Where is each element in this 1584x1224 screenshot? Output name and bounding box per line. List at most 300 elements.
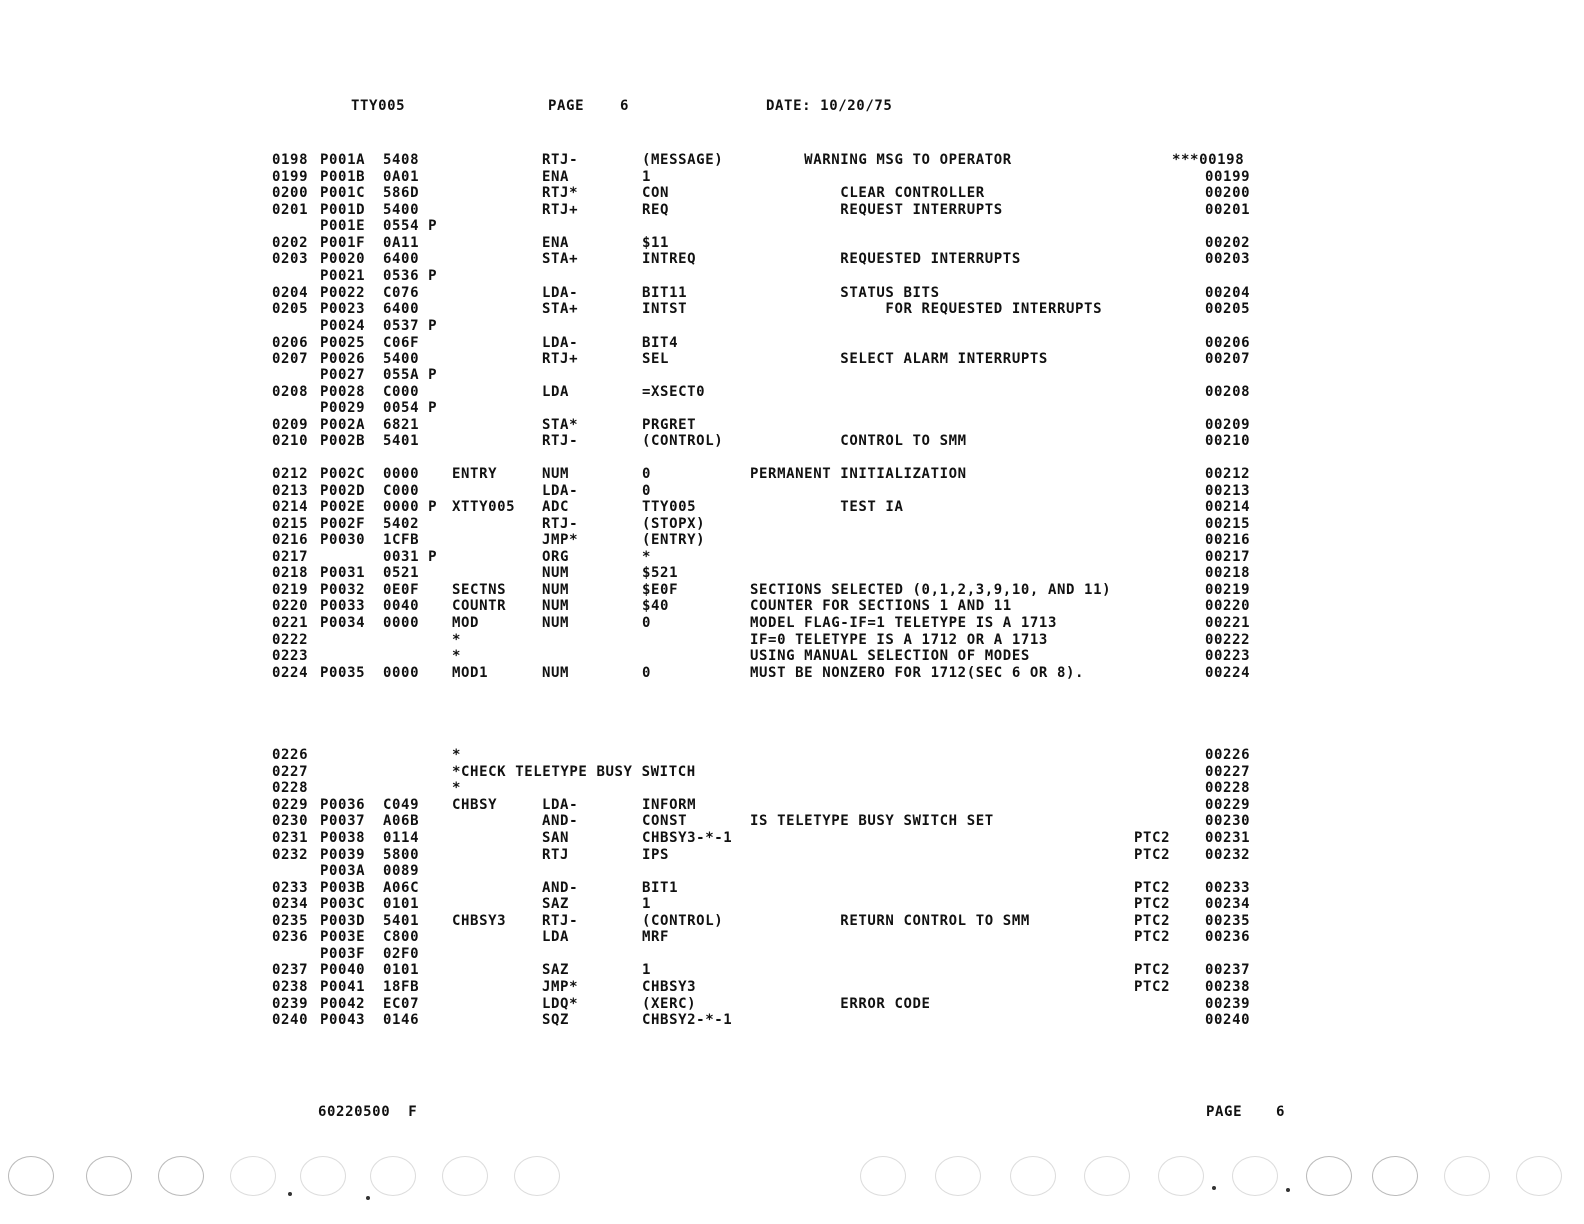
opcode: RTJ-: [542, 913, 579, 929]
comment: IF=0 TELETYPE IS A 1712 OR A 1713: [750, 632, 1048, 648]
sprocket-hole: [935, 1156, 981, 1196]
opcode: LDA-: [542, 483, 579, 499]
tag: PTC2: [1134, 913, 1171, 929]
opcode: NUM: [542, 582, 570, 598]
sequence-number: 00204: [1205, 285, 1251, 301]
location: P0043: [320, 1012, 366, 1028]
location: P002D: [320, 483, 366, 499]
line-number: 0205: [272, 301, 309, 317]
object-code: 0000: [383, 466, 420, 482]
comment: REQUEST INTERRUPTS: [750, 202, 1003, 218]
paper-speck: [366, 1196, 370, 1200]
sequence-number: 00240: [1205, 1012, 1251, 1028]
opcode: AND-: [542, 880, 579, 896]
sequence-number: 00239: [1205, 996, 1251, 1012]
object-code: 5800: [383, 847, 420, 863]
sequence-number: 00203: [1205, 251, 1251, 267]
object-code: 0101: [383, 896, 420, 912]
listing-line: [0, 813, 1584, 829]
sequence-number: 00209: [1205, 417, 1251, 433]
opcode: ENA: [542, 235, 570, 251]
object-code: 0A01: [383, 169, 420, 185]
line-number: 0210: [272, 433, 309, 449]
sequence-number: 00232: [1205, 847, 1251, 863]
sequence-number: 00230: [1205, 813, 1251, 829]
line-number: 0224: [272, 665, 309, 681]
location: P0040: [320, 962, 366, 978]
comment: ERROR CODE: [750, 996, 931, 1012]
location: P002C: [320, 466, 366, 482]
line-number: 0221: [272, 615, 309, 631]
comment: CONTROL TO SMM: [750, 433, 967, 449]
listing-line: [0, 830, 1584, 846]
listing-line: [0, 665, 1584, 681]
opcode: STA*: [542, 417, 579, 433]
operand: 0: [642, 615, 652, 631]
label: MOD: [452, 615, 480, 631]
opcode: ENA: [542, 169, 570, 185]
location: P002E: [320, 499, 366, 515]
object-code: 5408: [383, 152, 420, 168]
location: P001F: [320, 235, 366, 251]
opcode: ORG: [542, 549, 570, 565]
listing-line: [0, 499, 1584, 515]
location: P0029: [320, 400, 366, 416]
label: *CHECK TELETYPE BUSY SWITCH: [452, 764, 696, 780]
sequence-number: ***00198: [1172, 152, 1245, 168]
opcode: NUM: [542, 598, 570, 614]
opcode: LDA-: [542, 335, 579, 351]
sequence-number: 00217: [1205, 549, 1251, 565]
comment: USING MANUAL SELECTION OF MODES: [750, 648, 1030, 664]
line-number: 0206: [272, 335, 309, 351]
comment: WARNING MSG TO OPERATOR: [750, 152, 1012, 168]
sprocket-hole: [230, 1156, 276, 1196]
comment: SECTIONS SELECTED (0,1,2,3,9,10, AND 11): [750, 582, 1112, 598]
listing-line: [0, 913, 1584, 929]
paper-speck: [1212, 1186, 1216, 1190]
operand: BIT11: [642, 285, 688, 301]
operand: CONST: [642, 813, 688, 829]
comment: REQUESTED INTERRUPTS: [750, 251, 1021, 267]
sequence-number: 00235: [1205, 913, 1251, 929]
location: P0038: [320, 830, 366, 846]
sequence-number: 00237: [1205, 962, 1251, 978]
object-code: C000: [383, 384, 420, 400]
listing-line: [0, 417, 1584, 433]
location: P0035: [320, 665, 366, 681]
program-name: TTY005: [351, 98, 406, 114]
object-code: C06F: [383, 335, 420, 351]
opcode: NUM: [542, 665, 570, 681]
listing-line: [0, 318, 1584, 334]
line-number: 0240: [272, 1012, 309, 1028]
operand: $521: [642, 565, 679, 581]
label: XTTY005: [452, 499, 516, 515]
listing-line: [0, 996, 1584, 1012]
listing-line: [0, 929, 1584, 945]
footer-page-label: PAGE: [1206, 1104, 1243, 1120]
operand: (CONTROL): [642, 913, 724, 929]
object-code: 5400: [383, 202, 420, 218]
operand: $11: [642, 235, 670, 251]
line-number: 0199: [272, 169, 309, 185]
operand: (STOPX): [642, 516, 706, 532]
listing-line: [0, 962, 1584, 978]
object-code: 0054 P: [383, 400, 438, 416]
sprocket-hole: [300, 1156, 346, 1196]
object-code: 0536 P: [383, 268, 438, 284]
listing-line: [0, 632, 1584, 648]
location: P0024: [320, 318, 366, 334]
operand: IPS: [642, 847, 670, 863]
line-number: 0230: [272, 813, 309, 829]
listing-line: [0, 268, 1584, 284]
label: *: [452, 648, 462, 664]
line-number: 0216: [272, 532, 309, 548]
location: P0042: [320, 996, 366, 1012]
sequence-number: 00212: [1205, 466, 1251, 482]
line-number: 0198: [272, 152, 309, 168]
comment: STATUS BITS: [750, 285, 940, 301]
line-number: 0204: [272, 285, 309, 301]
opcode: LDA-: [542, 285, 579, 301]
line-number: 0220: [272, 598, 309, 614]
line-number: 0239: [272, 996, 309, 1012]
comment: MUST BE NONZERO FOR 1712(SEC 6 OR 8).: [750, 665, 1085, 681]
object-code: A06C: [383, 880, 420, 896]
object-code: 0554 P: [383, 218, 438, 234]
location: P0039: [320, 847, 366, 863]
comment: IS TELETYPE BUSY SWITCH SET: [750, 813, 994, 829]
footer-page-number: 6: [1276, 1104, 1286, 1120]
object-code: C800: [383, 929, 420, 945]
sequence-number: 00226: [1205, 747, 1251, 763]
opcode: STA+: [542, 301, 579, 317]
sequence-number: 00199: [1205, 169, 1251, 185]
comment: FOR REQUESTED INTERRUPTS: [750, 301, 1103, 317]
opcode: RTJ-: [542, 516, 579, 532]
object-code: 0031 P: [383, 549, 438, 565]
sequence-number: 00231: [1205, 830, 1251, 846]
listing-line: [0, 285, 1584, 301]
sequence-number: 00219: [1205, 582, 1251, 598]
sequence-number: 00202: [1205, 235, 1251, 251]
operand: 1: [642, 962, 652, 978]
object-code: 0114: [383, 830, 420, 846]
line-number: 0212: [272, 466, 309, 482]
sequence-number: 00220: [1205, 598, 1251, 614]
object-code: 0146: [383, 1012, 420, 1028]
opcode: LDQ*: [542, 996, 579, 1012]
location: P0034: [320, 615, 366, 631]
operand: 0: [642, 483, 652, 499]
opcode: SAZ: [542, 962, 570, 978]
line-number: 0202: [272, 235, 309, 251]
location: P001E: [320, 218, 366, 234]
listing-line: [0, 946, 1584, 962]
listing-line: [0, 301, 1584, 317]
line-number: 0232: [272, 847, 309, 863]
sequence-number: 00214: [1205, 499, 1251, 515]
location: P0037: [320, 813, 366, 829]
sequence-number: 00234: [1205, 896, 1251, 912]
sprocket-hole: [1232, 1156, 1278, 1196]
listing-line: [0, 582, 1584, 598]
operand: MRF: [642, 929, 670, 945]
label: *: [452, 747, 462, 763]
object-code: C076: [383, 285, 420, 301]
line-number: 0218: [272, 565, 309, 581]
sequence-number: 00233: [1205, 880, 1251, 896]
location: P0023: [320, 301, 366, 317]
tag: PTC2: [1134, 929, 1171, 945]
opcode: NUM: [542, 615, 570, 631]
location: P003B: [320, 880, 366, 896]
object-code: 5402: [383, 516, 420, 532]
object-code: 0E0F: [383, 582, 420, 598]
line-number: 0219: [272, 582, 309, 598]
tag: PTC2: [1134, 896, 1171, 912]
sequence-number: 00210: [1205, 433, 1251, 449]
operand: BIT1: [642, 880, 679, 896]
opcode: SAZ: [542, 896, 570, 912]
tag: PTC2: [1134, 830, 1171, 846]
object-code: C000: [383, 483, 420, 499]
label: *: [452, 632, 462, 648]
line-number: 0222: [272, 632, 309, 648]
paper-speck: [288, 1192, 292, 1196]
sprocket-hole: [1444, 1156, 1490, 1196]
line-number: 0217: [272, 549, 309, 565]
location: P002B: [320, 433, 366, 449]
label: ENTRY: [452, 466, 498, 482]
sprocket-hole: [514, 1156, 560, 1196]
opcode: STA+: [542, 251, 579, 267]
listing-line: [0, 384, 1584, 400]
listing-line: [0, 516, 1584, 532]
line-number: 0208: [272, 384, 309, 400]
location: P001C: [320, 185, 366, 201]
opcode: RTJ*: [542, 185, 579, 201]
operand: INFORM: [642, 797, 697, 813]
sequence-number: 00218: [1205, 565, 1251, 581]
operand: =XSECT0: [642, 384, 706, 400]
opcode: RTJ: [542, 847, 570, 863]
line-number: 0223: [272, 648, 309, 664]
sequence-number: 00206: [1205, 335, 1251, 351]
tag: PTC2: [1134, 979, 1171, 995]
location: P0020: [320, 251, 366, 267]
line-number: 0207: [272, 351, 309, 367]
object-code: 0537 P: [383, 318, 438, 334]
object-code: 0A11: [383, 235, 420, 251]
location: P003F: [320, 946, 366, 962]
sprocket-hole: [1084, 1156, 1130, 1196]
listing-line: [0, 532, 1584, 548]
opcode: RTJ+: [542, 351, 579, 367]
listing-line: [0, 979, 1584, 995]
operand: (CONTROL): [642, 433, 724, 449]
object-code: EC07: [383, 996, 420, 1012]
sequence-number: 00205: [1205, 301, 1251, 317]
object-code: 055A P: [383, 367, 438, 383]
location: P003C: [320, 896, 366, 912]
listing-line: [0, 433, 1584, 449]
comment: TEST IA: [750, 499, 904, 515]
tag: PTC2: [1134, 880, 1171, 896]
location: P003A: [320, 863, 366, 879]
sequence-number: 00224: [1205, 665, 1251, 681]
listing-line: [0, 218, 1584, 234]
line-number: 0213: [272, 483, 309, 499]
line-number: 0227: [272, 764, 309, 780]
listing-line: [0, 863, 1584, 879]
sprocket-hole: [860, 1156, 906, 1196]
listing-line: [0, 764, 1584, 780]
opcode: RTJ-: [542, 152, 579, 168]
object-code: 586D: [383, 185, 420, 201]
label: *: [452, 780, 462, 796]
location: P0025: [320, 335, 366, 351]
listing-line: [0, 152, 1584, 168]
operand: TTY005: [642, 499, 697, 515]
sequence-number: 00215: [1205, 516, 1251, 532]
line-number: 0234: [272, 896, 309, 912]
sequence-number: 00223: [1205, 648, 1251, 664]
listing-line: [0, 896, 1584, 912]
listing-line: [0, 780, 1584, 796]
object-code: 5401: [383, 913, 420, 929]
sequence-number: 00238: [1205, 979, 1251, 995]
comment: RETURN CONTROL TO SMM: [750, 913, 1030, 929]
object-code: 5401: [383, 433, 420, 449]
sequence-number: 00208: [1205, 384, 1251, 400]
operand: PRGRET: [642, 417, 697, 433]
listing-line: [0, 549, 1584, 565]
listing-date: DATE: 10/20/75: [766, 98, 893, 114]
object-code: 1CFB: [383, 532, 420, 548]
object-code: 0000: [383, 615, 420, 631]
sequence-number: 00201: [1205, 202, 1251, 218]
object-code: 0521: [383, 565, 420, 581]
object-code: A06B: [383, 813, 420, 829]
sequence-number: 00216: [1205, 532, 1251, 548]
comment: COUNTER FOR SECTIONS 1 AND 11: [750, 598, 1012, 614]
listing-line: [0, 747, 1584, 763]
operand: 0: [642, 665, 652, 681]
listing-line: [0, 202, 1584, 218]
operand: $40: [642, 598, 670, 614]
listing-line: [0, 615, 1584, 631]
object-code: 18FB: [383, 979, 420, 995]
comment: MODEL FLAG-IF=1 TELETYPE IS A 1713: [750, 615, 1057, 631]
object-code: 6821: [383, 417, 420, 433]
sprocket-hole: [1306, 1156, 1352, 1196]
opcode: NUM: [542, 466, 570, 482]
page-label: PAGE: [548, 98, 585, 114]
listing-line: [0, 335, 1584, 351]
listing-line: [0, 235, 1584, 251]
object-code: 0000 P: [383, 499, 438, 515]
location: P002A: [320, 417, 366, 433]
opcode: JMP*: [542, 532, 579, 548]
label: MOD1: [452, 665, 489, 681]
sequence-number: 00221: [1205, 615, 1251, 631]
operand: $E0F: [642, 582, 679, 598]
sprocket-hole: [1158, 1156, 1204, 1196]
label: CHBSY: [452, 797, 498, 813]
line-number: 0200: [272, 185, 309, 201]
sequence-number: 00228: [1205, 780, 1251, 796]
location: P003E: [320, 929, 366, 945]
document-number: 60220500 F: [318, 1104, 418, 1120]
operand: INTST: [642, 301, 688, 317]
location: P0033: [320, 598, 366, 614]
object-code: 6400: [383, 251, 420, 267]
line-number: 0226: [272, 747, 309, 763]
opcode: LDA: [542, 929, 570, 945]
location: P003D: [320, 913, 366, 929]
sprocket-hole: [1010, 1156, 1056, 1196]
label: SECTNS: [452, 582, 507, 598]
location: P002F: [320, 516, 366, 532]
operand: (MESSAGE): [642, 152, 724, 168]
listing-line: [0, 169, 1584, 185]
sprocket-hole: [8, 1156, 54, 1196]
listing-line: [0, 847, 1584, 863]
object-code: 0089: [383, 863, 420, 879]
location: P0032: [320, 582, 366, 598]
label: COUNTR: [452, 598, 507, 614]
line-number: 0228: [272, 780, 309, 796]
location: P0021: [320, 268, 366, 284]
paper-speck: [1286, 1188, 1290, 1192]
opcode: RTJ+: [542, 202, 579, 218]
sequence-number: 00227: [1205, 764, 1251, 780]
operand: CHBSY2-*-1: [642, 1012, 733, 1028]
sprocket-hole: [442, 1156, 488, 1196]
label: CHBSY3: [452, 913, 507, 929]
operand: CON: [642, 185, 670, 201]
operand: CHBSY3: [642, 979, 697, 995]
location: P001A: [320, 152, 366, 168]
line-number: 0236: [272, 929, 309, 945]
line-number: 0233: [272, 880, 309, 896]
sequence-number: 00236: [1205, 929, 1251, 945]
location: P0027: [320, 367, 366, 383]
location: P0022: [320, 285, 366, 301]
listing-line: [0, 1012, 1584, 1028]
operand: 0: [642, 466, 652, 482]
tag: PTC2: [1134, 962, 1171, 978]
operand: REQ: [642, 202, 670, 218]
opcode: RTJ-: [542, 433, 579, 449]
operand: INTREQ: [642, 251, 697, 267]
line-number: 0237: [272, 962, 309, 978]
object-code: 0000: [383, 665, 420, 681]
listing-line: [0, 251, 1584, 267]
listing-line: [0, 880, 1584, 896]
opcode: SAN: [542, 830, 570, 846]
listing-line: [0, 400, 1584, 416]
operand: SEL: [642, 351, 670, 367]
location: P0030: [320, 532, 366, 548]
object-code: 5400: [383, 351, 420, 367]
sequence-number: 00200: [1205, 185, 1251, 201]
location: P001D: [320, 202, 366, 218]
operand: (ENTRY): [642, 532, 706, 548]
